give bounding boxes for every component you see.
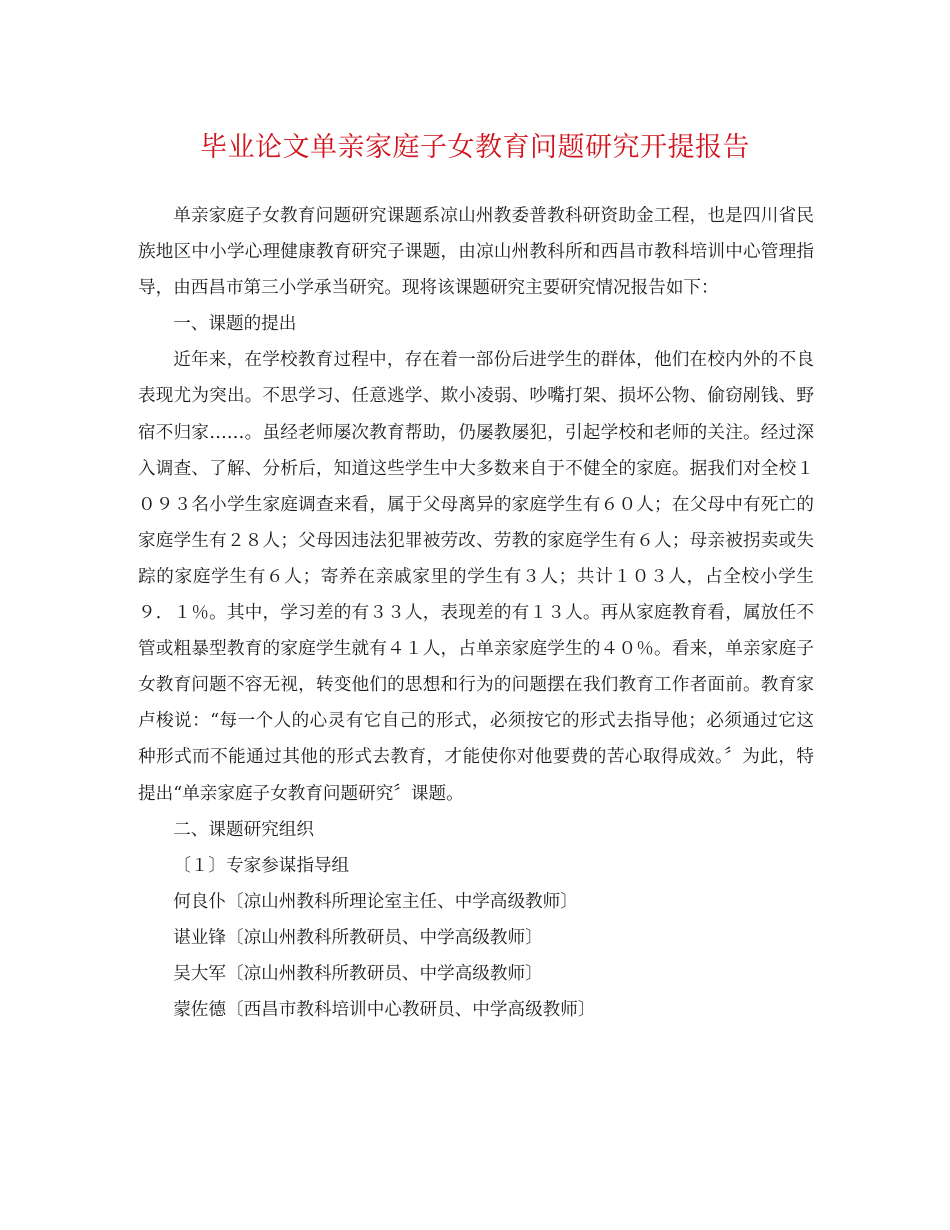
member-line: 谌业锋〔凉山州教科所教研员、中学高级教师〕	[173, 927, 543, 948]
intro-paragraph: 单亲家庭子女教育问题研究课题系凉山州教委普教科研资助金工程，也是四川省民族地区中小学心理健康教育研究子课题，由凉山州教科所和西昌市教科培训中心管理指导，由西昌市第三小学承当研究。现将该课题研究主要研究情况报告如下：	[138, 206, 814, 299]
subsection-heading: 〔１〕专家参谋指导组	[173, 855, 350, 876]
document-body	[138, 198, 814, 1028]
member-line: 吴大军〔凉山州教科所教研员、中学高级教师〕	[173, 963, 543, 984]
document-title: 毕业论文单亲家庭子女教育问题研究开提报告	[200, 132, 750, 163]
member-line: 何良仆〔凉山州教科所理论室主任、中学高级教师〕	[173, 891, 578, 912]
section-heading-1: 一、课题的提出	[173, 314, 297, 335]
member-line: 蒙佐德〔西昌市教科培训中心教研员、中学高级教师〕	[173, 1000, 596, 1021]
section-heading-2: 二、课题研究组织	[173, 819, 314, 840]
background-paragraph: 近年来，在学校教育过程中，存在着一部份后进学生的群体，他们在校内外的不良表现尤为突出。不思学习、任意逃学、欺小凌弱、吵嘴打架、损坏公物、偷窃剐钱、野宿不归家……。虽经老师屡次教育帮助，仍屡教屡犯，引起学校和老师的关注。经过深入调查、了解、分析后，知道这些学生中大多数来自于不健全的家庭。据我们对全校１０９３名小学生家庭调查来看，属于父母离异的家庭学生有６０人；在父母中有死亡的家庭学生有２８人；父母因违法犯罪被劳改、劳教的家庭学生有６人；母亲被拐卖或失踪的家庭学生有６人；寄养在亲戚家里的学生有３人；共计１０３人，占全校小学生９．１％。其中，学习差的有３３人，表现差的有１３人。再从家庭教育看，属放任不管或粗暴型教育的家庭学生就有４１人，占单亲家庭学生的４０％。看来，单亲家庭子女教育问题不容无视，转变他们的思想和行为的问题摆在我们教育工作者面前。教育家卢梭说：“每一个人的心灵有它自己的形式，必须按它的形式去指导他；必须通过它这种形式而不能通过其他的形式去教育，才能使你对他要费的苦心取得成效。〞为此，特提出“单亲家庭子女教育问题研究〞课题。	[138, 350, 814, 804]
